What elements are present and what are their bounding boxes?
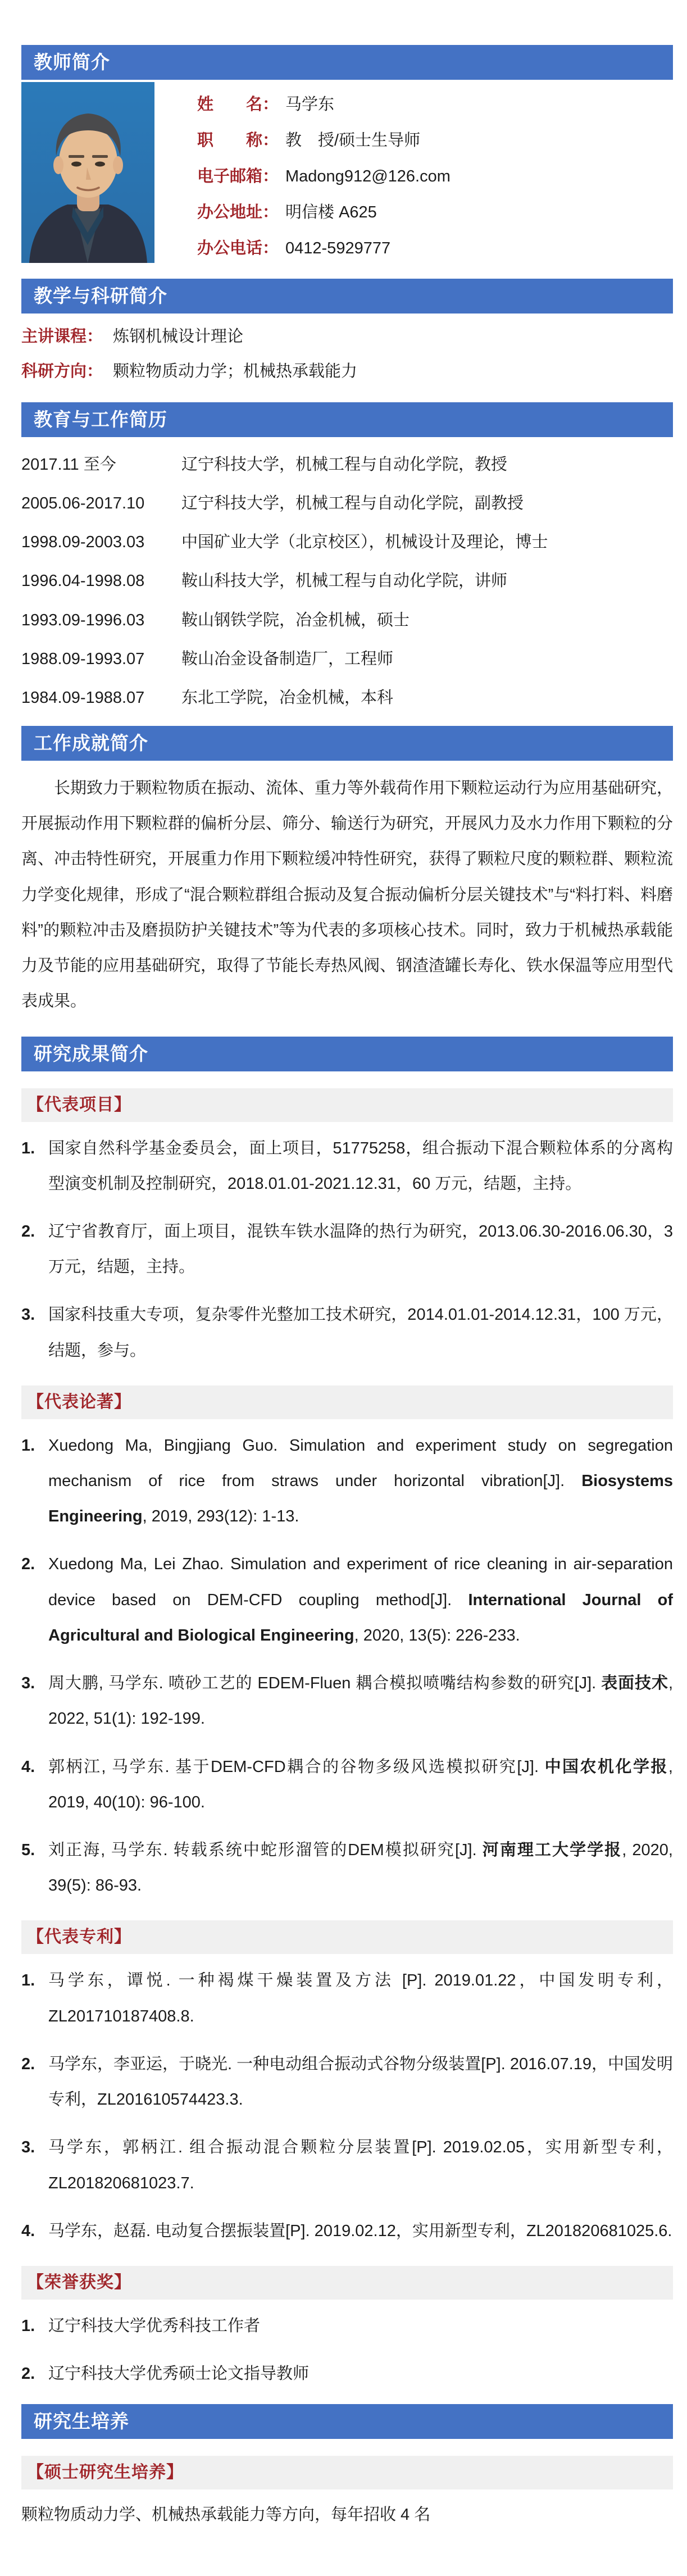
list-item-text: 国家自然科学基金委员会，面上项目，51775258，组合振动下混合颗粒体系的分离构型演变机制及控制研究，2018.01.01-2021.12.31，60 万元，结题，主持。 — [48, 1139, 673, 1193]
timeline-row — [21, 531, 673, 553]
profile-field-row — [197, 122, 451, 158]
field-label: 职 称： — [197, 131, 279, 149]
list-number: 2. — [21, 2055, 35, 2073]
teaching-fields — [21, 319, 673, 389]
project-item — [21, 1214, 673, 1285]
timeline-row — [21, 648, 673, 670]
projects-list — [21, 1131, 673, 1369]
citation-text: 周大鹏, 马学东. 喷砂工艺的 EDEM-Fluen 耦合模拟喷嘴结构参数的研究[J]. — [48, 1674, 602, 1693]
list-item-text: 辽宁科技大学优秀科技工作者 — [48, 2316, 261, 2335]
citation-text: 郭柄江, 马学东. 基于DEM-CFD耦合的谷物多级风选模拟研究[J]. — [48, 1757, 545, 1776]
citation-text: Xuedong Ma, Bingjiang Guo. Simulation and experiment study on segregation mechanism of rice from straws under horizontal vibration[J]. — [48, 1436, 673, 1491]
honor-item — [21, 2356, 673, 2392]
list-number: 2. — [21, 1555, 35, 1574]
timeline-period: 1996.04-1998.08 — [21, 572, 145, 590]
timeline-period: 1988.09-1993.07 — [21, 649, 145, 668]
list-number: 2. — [21, 1222, 35, 1241]
field-label: 办公电话： — [197, 239, 279, 257]
timeline-detail: 辽宁科技大学，机械工程与自动化学院，副教授 — [181, 494, 524, 513]
timeline-period: 1993.09-1996.03 — [21, 611, 145, 629]
list-number: 4. — [21, 2221, 35, 2240]
subsection-title-projects: 【代表项目】 — [21, 1088, 673, 1122]
teaching-field-row — [21, 354, 673, 389]
journal-name: International Journal of Agricultural and Biological Engineering — [48, 1591, 673, 1644]
section-header-graduate-training: 研究生培养 — [21, 2404, 673, 2439]
patent-item — [21, 2214, 673, 2249]
subsection-title-publications: 【代表论著】 — [21, 1385, 673, 1419]
publication-item — [21, 1833, 673, 1903]
list-number: 1. — [21, 2316, 35, 2335]
section-header-teacher-profile: 教师简介 — [21, 45, 673, 80]
project-item — [21, 1297, 673, 1368]
publication-item — [21, 1428, 673, 1535]
publication-item — [21, 1666, 673, 1737]
publication-text — [48, 1666, 673, 1737]
section-header-achievement: 工作成就简介 — [21, 726, 673, 761]
journal-name: 中国农机化学报 — [544, 1757, 668, 1776]
timeline-row — [21, 454, 673, 476]
honors-list — [21, 2309, 673, 2392]
profile-field-row — [197, 158, 451, 194]
list-number: 5. — [21, 1841, 35, 1860]
patent-item — [21, 2130, 673, 2201]
list-number: 3. — [21, 2138, 35, 2157]
patent-item — [21, 1963, 673, 2034]
achievement-paragraph: 长期致力于颗粒物质在振动、流体、重力等外载荷作用下颗粒运动行为应用基础研究，开展振动作用下颗粒群的偏析分层、筛分、输送行为研究，开展风力及水力作用下颗粒的分离、冲击特性研究，开展重力作用下颗粒缓冲特性研究，获得了颗粒尺度的颗粒群、颗粒流力学变化规律，形成了“混合颗粒群组合振动及复合振动偏析分层关键技术”与“料打料、料磨料”的颗粒冲击及磨损防护关键技术”等为代表的多项核心技术。同时，致力于机械热承载能力及节能的应用基础研究，取得了节能长寿热风阀、钢渣渣罐长寿化、铁水保温等应用型代表成果。 — [21, 779, 674, 1011]
field-label: 主讲课程： — [21, 328, 103, 346]
subsection-title-honors: 【荣誉获奖】 — [21, 2266, 673, 2300]
timeline-period: 1984.09-1988.07 — [21, 688, 145, 707]
field-value: 教 授/硕士生导师 — [285, 131, 421, 149]
section-header-career: 教育与工作简历 — [21, 402, 673, 437]
timeline-period: 2005.06-2017.10 — [21, 494, 145, 513]
list-item-text: 国家科技重大专项，复杂零件光整加工技术研究，2014.01.01-2014.12.31，100 万元，结题，参与。 — [48, 1306, 673, 1360]
list-number: 3. — [21, 1674, 35, 1693]
list-number: 1. — [21, 1436, 35, 1455]
list-number: 1. — [21, 1971, 35, 1990]
timeline-row — [21, 687, 673, 709]
field-label: 办公地址： — [197, 203, 279, 221]
list-item-text: 马学东，赵磊. 电动复合摆振装置[P]. 2019.02.12，实用新型专利，ZL201820681025.6. — [48, 2221, 672, 2240]
field-label: 科研方向： — [21, 362, 103, 380]
citation-text: 刘正海, 马学东. 转载系统中蛇形溜管的DEM模拟研究[J]. — [48, 1841, 483, 1860]
project-item — [21, 1131, 673, 1202]
timeline-row — [21, 570, 673, 592]
subsection-title-patents: 【代表专利】 — [21, 1920, 673, 1954]
publication-text — [48, 1833, 673, 1903]
field-label: 姓 名： — [197, 96, 279, 113]
timeline-detail: 鞍山冶金设备制造厂，工程师 — [181, 649, 394, 668]
list-number: 3. — [21, 1306, 35, 1324]
profile-block — [21, 82, 673, 266]
timeline-detail: 中国矿业大学（北京校区），机械设计及理论，博士 — [181, 533, 548, 552]
journal-name: Biosystems Engineering — [48, 1472, 673, 1526]
patents-list — [21, 1963, 673, 2249]
subsection-title-master-training: 【硕士研究生培养】 — [21, 2456, 673, 2489]
publication-text — [48, 1750, 673, 1820]
field-value: 明信楼 A625 — [285, 203, 377, 221]
list-item-text: 马学东，郭柄江. 组合振动混合颗粒分层装置[P]. 2019.02.05，实用新型专利，ZL201820681023.7. — [48, 2138, 673, 2192]
field-value: 马学东 — [285, 96, 335, 113]
citation-text: , 2020, 13(5): 226-233. — [354, 1626, 520, 1644]
field-value: 炼钢机械设计理论 — [113, 328, 244, 346]
timeline-detail: 东北工学院，冶金机械，本科 — [181, 688, 394, 707]
profile-field-row — [197, 87, 451, 122]
profile-field-row — [197, 194, 451, 230]
timeline-detail: 辽宁科技大学，机械工程与自动化学院，教授 — [181, 456, 508, 474]
publication-item — [21, 1547, 673, 1653]
timeline-row — [21, 493, 673, 515]
citation-text: , 2020, 39(5): 86-93. — [48, 1841, 673, 1895]
list-number: 2. — [21, 2365, 35, 2383]
list-item-text: 马学东，谭悦. 一种褐煤干燥装置及方法 [P]. 2019.01.22，中国发明专利，ZL201710187408.8. — [48, 1971, 673, 2025]
field-value: 0412-5929777 — [285, 239, 391, 257]
timeline-row — [21, 610, 673, 631]
field-label: 电子邮箱： — [197, 167, 279, 185]
bottom-spacer — [21, 2531, 673, 2554]
citation-text: , 2019, 40(10): 96-100. — [48, 1757, 673, 1811]
career-timeline — [21, 454, 673, 709]
list-item-text: 辽宁科技大学优秀硕士论文指导教师 — [48, 2365, 310, 2383]
patent-item — [21, 2047, 673, 2118]
timeline-period: 2017.11 至今 — [21, 456, 116, 474]
timeline-detail: 鞍山钢铁学院，冶金机械，硕士 — [181, 611, 410, 629]
publication-text — [48, 1547, 673, 1653]
journal-name: 河南理工大学学报 — [482, 1841, 622, 1860]
field-value: Madong912@126.com — [285, 167, 451, 185]
profile-field-row — [197, 230, 451, 266]
field-value: 颗粒物质动力学；机械热承载能力 — [113, 362, 358, 380]
citation-text: , 2019, 293(12): 1-13. — [142, 1507, 299, 1526]
section-header-research-results: 研究成果简介 — [21, 1037, 673, 1071]
timeline-period: 1998.09-2003.03 — [21, 533, 145, 552]
honor-item — [21, 2309, 673, 2344]
citation-text: , 2022, 51(1): 192-199. — [48, 1674, 673, 1728]
citation-text: Xuedong Ma, Lei Zhao. Simulation and experiment of rice cleaning in air-separation device based on DEM-CFD coupling method[J]. — [48, 1555, 673, 1609]
faculty-portrait-photo — [21, 82, 154, 263]
list-number: 4. — [21, 1757, 35, 1776]
profile-fields — [197, 82, 451, 266]
journal-name: 表面技术 — [601, 1674, 668, 1693]
list-item-text: 辽宁省教育厅，面上项目，混铁车铁水温降的热行为研究，2013.06.30-2016.06.30，3 万元，结题，主持。 — [48, 1222, 673, 1276]
graduate-training-text: 颗粒物质动力学、机械热承载能力等方向，每年招收 4 名 — [21, 2506, 431, 2524]
list-item-text: 马学东，李亚运，于晓光. 一种电动组合振动式谷物分级装置[P]. 2016.07.19，中国发明专利，ZL201610574423.3. — [48, 2055, 673, 2109]
publications-list — [21, 1428, 673, 1904]
publication-item — [21, 1750, 673, 1820]
section-header-teaching-research: 教学与科研简介 — [21, 279, 673, 314]
teaching-field-row — [21, 319, 673, 354]
timeline-detail: 鞍山科技大学，机械工程与自动化学院，讲师 — [181, 572, 508, 590]
list-number: 1. — [21, 1139, 35, 1157]
publication-text — [48, 1428, 673, 1535]
